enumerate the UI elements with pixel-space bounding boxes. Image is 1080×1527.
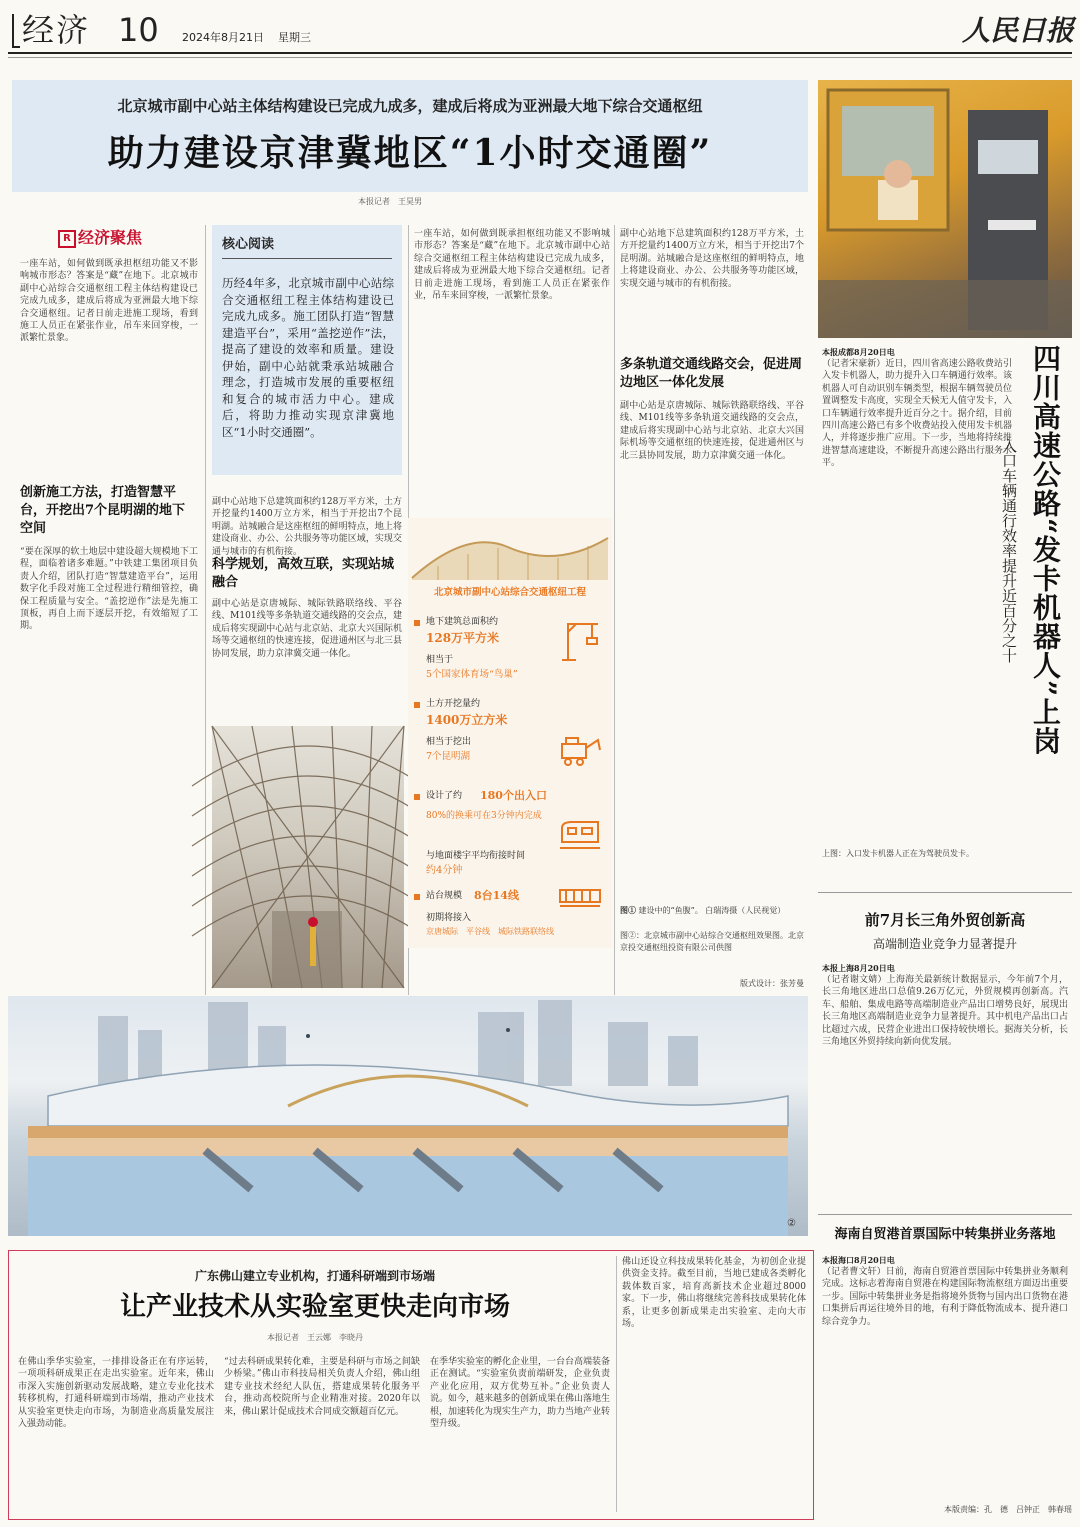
core-reading-label: 核心阅读 xyxy=(222,237,275,252)
page-number: 10 xyxy=(118,11,159,49)
hub-cutaway-graphic xyxy=(8,996,808,1236)
yangtze-body: （记者谢文婧）上海海关最新统计数据显示，今年前7个月，长三角地区进出口总值9.26万亿元，外贸规模再创新高。汽车、船舶、集成电路等高端制造业产品出口增势良好，展现出长三角地区高端制造业竞争力显著提升。其中机电产品出口占比超过六成，民营企业进出口保持较快增长。据海关分析，长三角地区外贸持续向新向优发展。 xyxy=(822,975,1068,1048)
section-bracket xyxy=(12,14,20,48)
stat-label-4: 相当于挖出 xyxy=(426,737,472,747)
stat-bullet-8 xyxy=(414,894,420,900)
masthead-rule-thin xyxy=(8,57,1072,58)
lead-body-col4-cont: 副中心站是京唐城际、城际铁路联络线、平谷线、M101线等多条轨道交通线路的交会点，建成后将实现副中心站与北京站、北京大兴国际机场等交通枢纽的快速连接，促进通州区与北三县协同发展，助力京津冀交通一体化。 xyxy=(620,401,804,461)
stat-value-5: 180个出入口 xyxy=(480,789,547,802)
foshan-kicker: 广东佛山建立专业机构，打通科研端到市场端 xyxy=(194,1269,435,1283)
issue-weekday: 星期三 xyxy=(278,31,311,44)
foshan-body-col2: “过去科研成果转化难，主要是科研与市场之间缺少桥梁。”佛山市科技局相关负责人介绍，佛山组建专业技术经纪人队伍，搭建成果转化服务平台，推动高校院所与企业精准对接。2020年以来，佛山累计促成技术合同成交额超百亿元。 xyxy=(224,1357,420,1417)
economy-focus-badge: R xyxy=(58,230,76,248)
stat-label-7: 与地面楼宇平均衔接时间 xyxy=(426,851,526,861)
excavator-icon xyxy=(558,732,602,766)
hainan-body: （记者曹文轩）日前，海南自贸港首票国际中转集拼业务顺利完成。这标志着海南自贸港在构建国际物流枢纽方面迈出重要一步。国际中转集拼业务是指将境外货物与国内出口货物在港口集拼后再运往境外目的地，有利于降低物流成本、提升港口综合竞争力。 xyxy=(822,1267,1068,1327)
steel-canopy-graphic xyxy=(212,726,404,988)
lead-body-col3: 一座车站，如何做到既承担枢纽功能又不影响城市形态？答案是“藏”在地下。北京城市副中心站综合交通枢纽工程主体结构建设已完成九成多，建成后将成为亚洲最大地下综合交通枢纽。记者日前走进施工现场，看到施工人员正在紧张作业，吊车来回穿梭，一派繁忙景象。 xyxy=(414,229,610,302)
yangtze-subhead: 高端制造业竞争力显著提升 xyxy=(872,937,1017,951)
lead-kicker: 北京城市副中心站主体结构建设已完成九成多，建成后将成为亚洲最大地下综合交通枢纽 xyxy=(117,97,703,115)
photo-caption-1 xyxy=(620,904,804,917)
hainan-headline: 海南自贸港首票国际中转集拼业务落地 xyxy=(834,1227,1056,1242)
lead-subhead-1: 创新施工方法，打造智慧平台，开挖出7个昆明湖的地下空间 xyxy=(20,485,186,536)
sidebar-rule-2 xyxy=(818,1214,1072,1215)
yangtze-headline: 前7月长三角外贸创新高 xyxy=(864,911,1026,929)
foshan-headline: 让产业技术从实验室更快走向市场 xyxy=(119,1292,510,1322)
construction-photo xyxy=(212,726,404,988)
stat-value-2: 5个国家体育场“鸟巢” xyxy=(426,669,518,680)
robot-caption: 上图：入口发卡机器人正在为驾驶员发卡。 xyxy=(822,849,974,858)
sidebar-rule-1 xyxy=(818,892,1072,893)
stat-value-1: 128万平方米 xyxy=(426,631,500,645)
hub-rendering xyxy=(8,996,808,1236)
core-reading-text: 历经4年多，北京城市副中心站综合交通枢纽工程主体结构建设已完成九成多。施工团队打造“智慧建造平台”，采用“盖挖逆作”法，提高了建设的效率和质量。建设伊始，副中心站就秉承站城融合理念，打造城市发展的重要枢纽和复合的城市活力中心。建成后，将助力推动实现京津冀地区“1小时交通圈”。 xyxy=(222,276,394,439)
foshan-col-divider xyxy=(616,1256,617,1512)
robot-photo-graphic xyxy=(818,80,1072,338)
stat-label-1: 地下建筑总面积约 xyxy=(426,617,499,627)
foshan-body-col1: 在佛山季华实验室，一排排设备正在有序运转，一项项科研成果正在走出实验室。近年来，佛山市深入实施创新驱动发展战略，建立专业化技术转移机构，打通科研端到市场端，推动产业技术从实验室更快走向市场，为制造业高质量发展注入强劲动能。 xyxy=(18,1357,214,1430)
rendering-number: ② xyxy=(787,1218,796,1229)
stat-bullet-1 xyxy=(414,620,420,626)
layout-designer: 版式设计：张芳曼 xyxy=(740,979,804,988)
stat-value-9: 京唐城际 平谷线 城际铁路联络线 xyxy=(426,927,554,936)
station-roof-graphic xyxy=(408,518,612,588)
lead-headline: 助力建设京津冀地区“1小时交通圈” xyxy=(107,132,713,174)
stat-label-2: 相当于 xyxy=(426,655,454,665)
infographic-title: 北京城市副中心站综合交通枢纽工程 xyxy=(433,587,586,598)
stat-value-6: 80%的换乘可在3分钟内完成 xyxy=(426,811,542,821)
lead-body-col2-cont: 副中心站是京唐城际、城际铁路联络线、平谷线、M101线等多条轨道交通线路的交会点，建成后将实现副中心站与北京站、北京大兴国际机场等交通枢纽的快速连接，促进通州区与北三县协同发展，助力京津冀交通一体化。 xyxy=(212,599,402,659)
page-editors: 本版责编：孔 德 吕钟正 韩春瑶 xyxy=(944,1505,1072,1514)
col-divider-3 xyxy=(614,225,615,995)
lead-subhead-2: 科学规划，高效互联，实现站城融合 xyxy=(212,557,395,590)
robot-headline-text: 四川高速公路“发卡机器人”上岗 xyxy=(1029,344,1062,756)
robot-subhead-text: 入口车辆通行效率提升近百分之十 xyxy=(1000,438,1018,663)
yangtze-dateline: 本报上海8月20日电 xyxy=(822,963,895,973)
stat-value-3: 1400万立方米 xyxy=(426,713,508,727)
stat-value-7: 约4分钟 xyxy=(426,865,463,876)
robot-subhead xyxy=(998,438,1020,758)
foshan-byline: 本报记者 王云娜 李晓丹 xyxy=(267,1333,363,1342)
core-reading-rule xyxy=(222,258,392,259)
robot-photo xyxy=(818,80,1072,338)
issue-date: 2024年8月21日 xyxy=(182,31,264,44)
foshan-body-col3: 在季华实验室的孵化企业里，一台台高端装备正在测试。“实验室负责前端研发，企业负责产业化应用，双方优势互补。”企业负责人说。如今，越来越多的创新成果在佛山落地生根，加速转化为现实生产力，助力当地产业转型升级。 xyxy=(430,1357,611,1430)
stat-bullet-3 xyxy=(414,702,420,708)
robot-body: （记者宋豪新）近日，四川省高速公路收费站引入发卡机器人，助力提升入口车辆通行效率。该机器人可自动识别车辆类型，根据车辆驾驶员位置调整发卡高度，实现全天候无人值守发卡，入口车辆通行效率提升近百分之十。据介绍，目前四川高速公路已有多个收费站投入使用发卡机器人，并将逐步推广应用。下一步，当地将持续推进智慧高速建设，不断提升高速公路出行服务水平。 xyxy=(822,359,1012,469)
lead-body-col1-cont: “要在深厚的软土地层中建设超大规模地下工程，面临着诸多难题。”中铁建工集团项目负责人介绍，团队打造“智慧建造平台”，运用数字化手段对施工全过程进行精细管控，确保工程质量与安全。“盖挖逆作”法是先施工顶板，再自上而下逐层开挖，有效缩短了工期。 xyxy=(20,547,198,632)
stat-label-9: 初期将接入 xyxy=(426,913,472,923)
col-divider-1 xyxy=(205,225,206,995)
robot-headline xyxy=(1026,344,1064,784)
lead-byline: 本报记者 王昊男 xyxy=(358,197,422,206)
economy-focus-label: 经济聚焦 xyxy=(78,228,143,247)
photo-caption-label: 图① xyxy=(620,905,636,915)
photo-caption-2: 图②：北京城市副中心站综合交通枢纽效果图。北京京投交通枢纽投资有限公司供图 xyxy=(620,931,804,952)
robot-dateline: 本报成都8月20日电 xyxy=(822,347,895,357)
stat-label-3: 土方开挖量约 xyxy=(426,699,481,709)
stat-bullet-5 xyxy=(414,794,420,800)
foshan-body-col4: 佛山还设立科技成果转化基金，为初创企业提供资金支持。截至目前，当地已建成各类孵化载体数百家，培育高新技术企业超过8000家。下一步，佛山将继续完善科技成果转化体系，让更多创新成果走出实验室、走向大市场。 xyxy=(622,1257,806,1330)
photo-caption-text: 建设中的“鱼腹”。 白瑞涛摄（人民视觉） xyxy=(638,906,786,915)
lead-body-col1: 一座车站，如何做到既承担枢纽功能又不影响城市形态？答案是“藏”在地下。北京城市副中心站综合交通枢纽工程主体结构建设已完成九成多，建成后将成为亚洲最大地下综合交通枢纽。记者日前走进施工现场，看到施工人员正在紧张作业，吊车来回穿梭，一派繁忙景象。 xyxy=(20,259,198,344)
train-icon xyxy=(558,818,602,852)
infographic xyxy=(408,518,612,948)
masthead-rule xyxy=(8,52,1072,54)
hainan-dateline: 本报海口8月20日电 xyxy=(822,1255,895,1265)
stat-label-5: 设计了约 xyxy=(426,791,463,801)
stat-value-4: 7个昆明湖 xyxy=(426,751,471,762)
lead-body-col2: 副中心站地下总建筑面积约128万平方米，土方开挖量约1400万立方米，相当于开挖出7个昆明湖。站城融合是这座枢纽的鲜明特点，地上将建设商业、办公、公共服务等功能区域，实现交通与城市的有机衔接。 xyxy=(212,497,402,557)
paper-logo: 人民日报 xyxy=(962,14,1075,47)
stat-label-8: 站台规模 xyxy=(426,891,463,901)
stat-value-8: 8台14线 xyxy=(474,889,519,902)
lead-body-col4: 副中心站地下总建筑面积约128万平方米，土方开挖量约1400万立方米，相当于开挖出7个昆明湖。站城融合是这座枢纽的鲜明特点，地上将建设商业、办公、公共服务等功能区域，实现交通与城市的有机衔接。 xyxy=(620,229,804,289)
section-title: 经济 xyxy=(22,11,91,49)
lead-subhead-3: 多条轨道交通线路交会，促进周边地区一体化发展 xyxy=(620,357,803,390)
rail-icon xyxy=(558,886,602,910)
